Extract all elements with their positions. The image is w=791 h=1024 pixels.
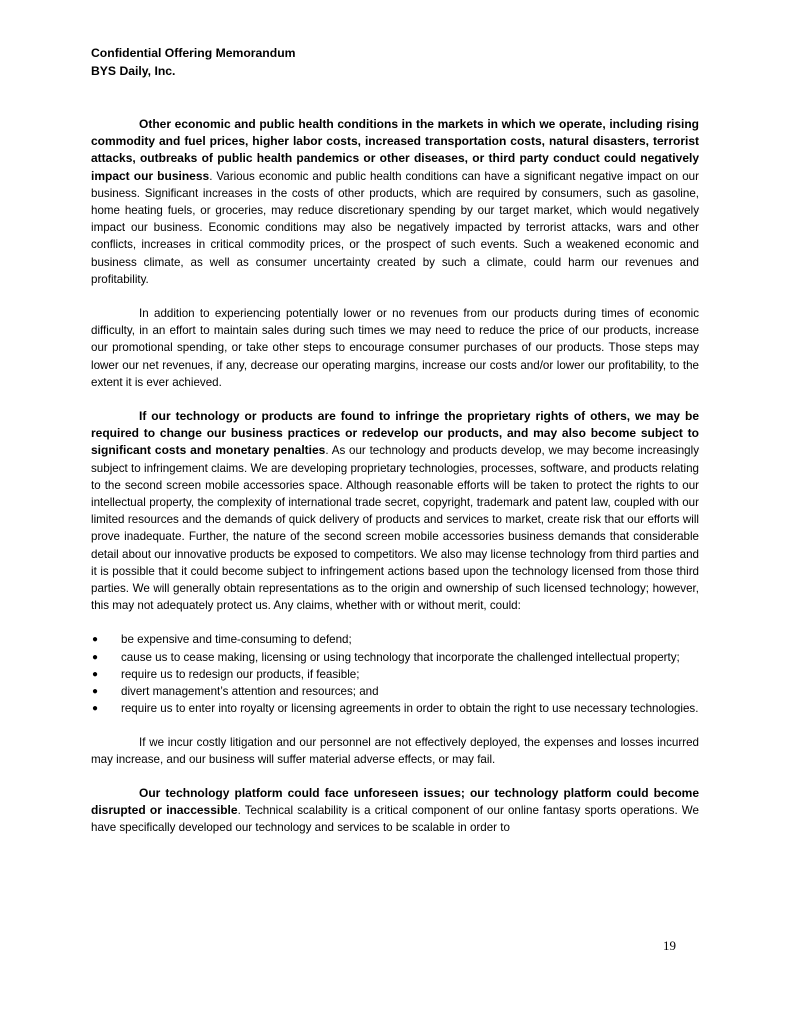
claims-bullet-list <box>91 631 699 717</box>
bullet-item <box>91 666 699 683</box>
bullet-icon: ● <box>92 634 99 646</box>
paragraph-revenues <box>91 305 699 391</box>
bullet-text: require us to enter into royalty or licensing agreements in order to obtain the right to use necessary technologies. <box>121 702 699 716</box>
bullet-item <box>91 683 699 700</box>
header-company: BYS Daily, Inc. <box>91 64 176 78</box>
document-header <box>91 44 295 80</box>
bullet-text: divert management’s attention and resources; and <box>121 685 379 699</box>
bullet-text: require us to redesign our products, if feasible; <box>121 667 360 681</box>
document-body <box>91 116 699 837</box>
bullet-item <box>91 700 699 717</box>
bullet-text: be expensive and time-consuming to defend; <box>121 633 352 647</box>
paragraph-economic-conditions <box>91 116 699 288</box>
text-litigation: If we incur costly litigation and our personnel are not effectively deployed, the expenses and losses incurred may increase, and our business will suffer material adverse effects, or may fail. <box>91 735 699 766</box>
paragraph-infringement <box>91 408 699 614</box>
paragraph-litigation <box>91 734 699 768</box>
heading-platform: Our technology platform could face unforeseen issues; our technology platform could become disrupted or inaccessible <box>91 785 699 818</box>
bullet-icon: ● <box>92 668 99 680</box>
heading-infringement: If our technology or products are found to infringe the proprietary rights of others, we may be required to change our business practices or redevelop our products, and may also become subject to significant costs and monetary penalties <box>91 409 699 458</box>
bullet-icon: ● <box>92 651 99 663</box>
bullet-item <box>91 649 699 666</box>
bullet-icon: ● <box>92 703 99 715</box>
text-infringement: . As our technology and products develop, we may become increasingly subject to infringement claims. We are developing proprietary technologies, processes, software, and products relating to the second screen mobile accessories space. Although reasonable efforts will be taken to protect the rights to our intellectual property, the complexity of international trade secret, copyright, trademark and patent law, coupled with our limited resources and the demands of quick delivery of products and services to market, create risk that our efforts will prove inadequate. Further, the nature of the second screen mobile accessories business demands that considerable detail about our innovative products be exposed to competitors. We also may license technology from third parties and it is possible that it could become subject to infringement actions based upon the technology licensed from those third parties. We will generally obtain representations as to the origin and ownership of such licensed technology; however, this may not adequately protect us. Any claims, whether with or without merit, could: <box>91 444 700 613</box>
heading-economic-conditions: Other economic and public health conditions in the markets in which we operate, including rising commodity and fuel prices, higher labor costs, increased transportation costs, natural disasters, terrorist attacks, outbreaks of public health pandemics or other diseases, or third party conduct could negatively impact our business <box>91 117 699 183</box>
page-number: 19 <box>663 938 676 953</box>
paragraph-platform <box>91 785 699 837</box>
header-title: Confidential Offering Memorandum <box>91 46 296 60</box>
bullet-item <box>91 631 699 648</box>
bullet-icon: ● <box>92 686 99 698</box>
bullet-text: cause us to cease making, licensing or using technology that incorporate the challenged intellectual property; <box>121 650 680 664</box>
text-revenues: In addition to experiencing potentially lower or no revenues from our products during times of economic difficulty, in an effort to maintain sales during such times we may need to reduce the price of our products, increase our promotional spending, or take other steps to encourage consumer purchases of our products. Those steps may lower our net revenues, if any, decrease our operating margins, increase our costs and/or lower our profitability, to the extent it is ever achieved. <box>91 307 699 389</box>
text-platform: . Technical scalability is a critical component of our online fantasy sports operations. We have specifically developed our technology and services to be scalable in order to <box>91 804 699 835</box>
text-economic-conditions: . Various economic and public health conditions can have a significant negative impact on our business. Significant increases in the costs of other products, which are required by consumers, such as gasoline, home heating fuels, or groceries, may reduce discretionary spending by our target market, which would negatively impact our business. Economic conditions may also be negatively impacted by terrorist attacks, wars and other conflicts, increases in critical commodity prices, or the prospect of such events. Such a weakened economic and business climate, as well as consumer uncertainty created by such a climate, could harm our revenues and profitability. <box>91 169 699 286</box>
